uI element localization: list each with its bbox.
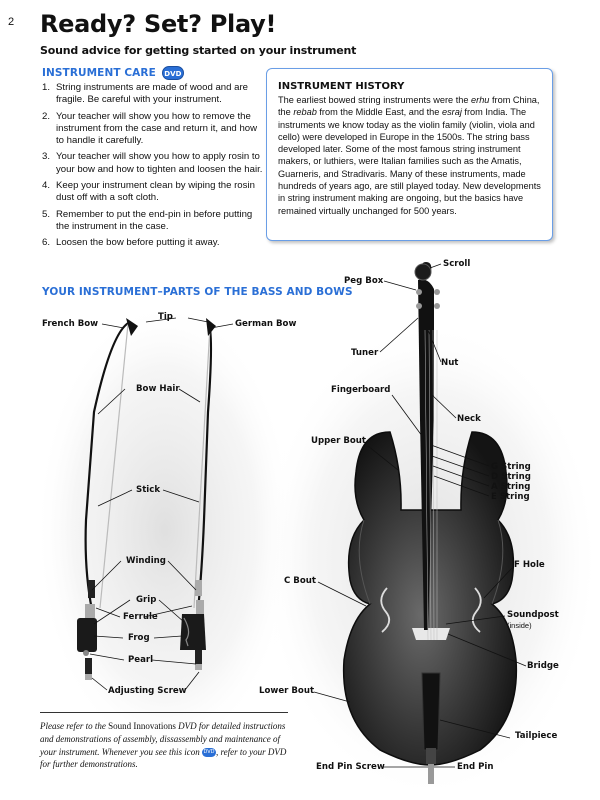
page-title: Ready? Set? Play! [40, 10, 277, 38]
label-lower-bout: Lower Bout [259, 686, 315, 696]
note-divider [40, 712, 288, 713]
list-item-text: Keep your instrument clean by wiping the rosin dust off with a soft cloth. [56, 180, 255, 204]
dvd-icon: DVD [162, 66, 184, 80]
label-fingerboard: Fingerboard [331, 385, 391, 395]
label-a-string: A String [491, 482, 531, 492]
note-product-name: Sound Innovations [108, 721, 176, 731]
page-subtitle: Sound advice for getting started on your instrument [40, 44, 357, 57]
label-grip: Grip [136, 595, 157, 605]
list-item-number: 5. [42, 208, 51, 220]
history-term-erhu: erhu [471, 95, 490, 105]
list-item-number: 3. [42, 151, 51, 163]
label-bridge: Bridge [527, 661, 559, 671]
label-d-string: D String [491, 472, 531, 482]
history-text-part: from India. The instruments we know today as the violin family (violin, viola and cello) were developed in Europe in the 1500s. The string bass developed later. Some of the most famous string instrument makers, or luthiers, were Italian families such as the Amatis, Guarneris, and Stradivaris. Many of these instruments, made hundreds of years ago, are still played today. New developments in string instrument making are ongoing, but the basics have remained virtually unchanged for 500 years. [278, 107, 541, 216]
label-e-string: E String [491, 492, 530, 502]
list-item-number: 4. [42, 180, 51, 192]
list-item-text: Loosen the bow before putting it away. [56, 237, 220, 249]
label-soundpost-note: (inside) [507, 621, 532, 630]
history-text-part: The earliest bowed string instruments were the [278, 95, 472, 105]
label-g-string: G String [491, 462, 531, 472]
history-term-rebab: rebab [293, 107, 317, 118]
label-c-bout: C Bout [284, 576, 316, 586]
label-f-hole: F Hole [514, 560, 545, 570]
label-adjusting-screw: Adjusting Screw [108, 686, 187, 696]
label-soundpost: Soundpost [507, 610, 559, 620]
history-text-part: from China, the [278, 95, 540, 118]
label-ferrule: Ferrule [123, 612, 158, 622]
label-end-pin-screw: End Pin Screw [316, 762, 385, 772]
label-tip: Tip [158, 312, 173, 322]
label-bow-hair: Bow Hair [136, 384, 180, 394]
dvd-note [40, 720, 292, 771]
list-item-text: String instruments are made of wood and are fragile. Be careful with your instrument. [56, 82, 248, 106]
label-peg-box: Peg Box [344, 276, 384, 286]
note-text: , refer to your DVD for further demonstrations. [40, 746, 287, 770]
note-text: Please refer to the [40, 721, 109, 731]
label-end-pin: End Pin [457, 762, 494, 772]
label-tuner: Tuner [351, 348, 379, 358]
label-frog: Frog [128, 633, 150, 643]
history-term-esraj: esraj [441, 107, 462, 118]
note-text: DVD for detailed instructions and demonstrations of assembly, dissassembly and maintenance of your instrument. Whenever you see this icon [40, 721, 286, 757]
dvd-icon: DVD [203, 749, 215, 756]
label-scroll: Scroll [443, 259, 471, 269]
label-french-bow: French Bow [42, 319, 99, 329]
instrument-care-heading-text: INSTRUMENT CARE [42, 67, 156, 79]
list-item-text: Your teacher will show you how to apply rosin to your bow and how to tighten and loosen the hair. [56, 151, 263, 175]
list-item-number: 1. [42, 82, 51, 93]
parts-heading: YOUR INSTRUMENT–PARTS OF THE BASS AND BOWS [42, 286, 353, 298]
list-item-number: 6. [42, 237, 51, 249]
label-winding: Winding [126, 556, 166, 566]
page-number: 2 [8, 16, 15, 28]
list-item-text: Remember to put the end-pin in before putting the instrument in the case. [56, 208, 253, 232]
history-text-part: from the Middle East, and the [316, 107, 442, 118]
label-upper-bout: Upper Bout [311, 436, 367, 446]
list-item-number: 2. [42, 110, 51, 122]
label-tailpiece: Tailpiece [515, 731, 558, 741]
list-item-text: Your teacher will show you how to remove the instrument from the case and return it, and how to handle it carefully. [56, 110, 258, 147]
instrument-history-heading: INSTRUMENT HISTORY [278, 81, 405, 92]
label-stick: Stick [136, 485, 161, 495]
label-nut: Nut [441, 358, 459, 368]
label-pearl: Pearl [128, 655, 154, 665]
label-german-bow: German Bow [235, 319, 297, 329]
label-neck: Neck [457, 414, 481, 424]
